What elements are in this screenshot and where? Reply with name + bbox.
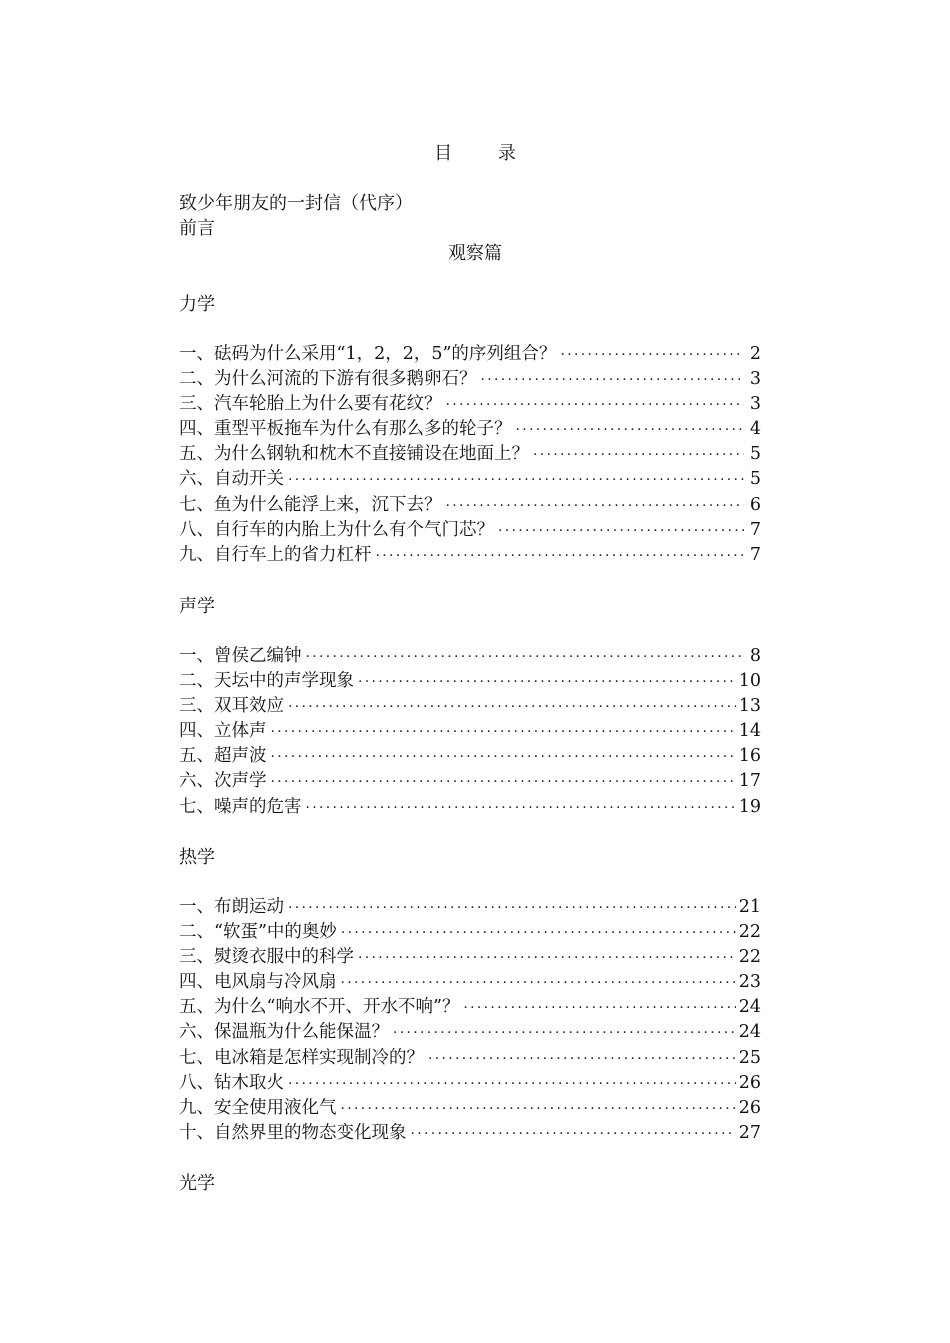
entry-number: 九、	[179, 544, 214, 565]
dot-leader	[393, 1021, 736, 1046]
entry-title: 重型平板拖车为什么有那么多的轮子？	[214, 419, 512, 440]
toc-entry[interactable]	[179, 669, 761, 694]
toc-entry[interactable]	[179, 895, 761, 920]
entry-number: 三、	[179, 947, 214, 968]
entry-page-number: 5	[749, 469, 761, 490]
entry-page-number: 3	[749, 369, 761, 390]
entry-number: 六、	[179, 1022, 214, 1043]
dot-leader	[288, 896, 736, 921]
entry-number: 六、	[179, 771, 214, 792]
entry-number: 一、	[179, 646, 214, 666]
entry-title: 为什么钢轨和枕木不直接铺设在地面上？	[214, 444, 529, 465]
entry-title: 鱼为什么能浮上来，沉下去？	[214, 494, 442, 515]
entry-title: 汽车轮胎上为什么要有花纹？	[214, 394, 442, 415]
dot-leader	[428, 1047, 736, 1072]
entry-number: 三、	[179, 394, 214, 415]
entry-page-number: 16	[738, 746, 761, 767]
dot-leader	[463, 996, 735, 1021]
entry-title: 立体声	[214, 721, 267, 742]
entry-title: 自然界里的物态变化现象	[214, 1122, 407, 1143]
toc-entry[interactable]	[179, 744, 761, 769]
toc-entry[interactable]	[179, 945, 761, 970]
entry-number: 一、	[179, 897, 214, 917]
dot-leader	[446, 393, 745, 418]
toc-entry[interactable]	[179, 442, 761, 467]
entry-page-number: 14	[738, 721, 761, 742]
entry-page-number: 3	[749, 394, 761, 415]
entry-number: 十、	[179, 1122, 214, 1143]
toc-entry[interactable]	[179, 719, 761, 744]
toc-entry[interactable]	[179, 367, 761, 392]
entry-title: 为什么河流的下游有很多鹅卵石？	[214, 369, 477, 390]
entry-title: 自行车的内胎上为什么有个气门芯？	[214, 519, 494, 540]
entry-page-number: 19	[738, 796, 761, 817]
part-title: 观察篇	[448, 243, 502, 264]
entry-page-number: 6	[749, 494, 761, 515]
toc-entry[interactable]	[179, 644, 761, 669]
toc-entry[interactable]	[179, 417, 761, 442]
dot-leader	[481, 368, 745, 393]
dot-leader	[533, 443, 744, 468]
entry-page-number: 7	[749, 519, 761, 540]
toc-entry[interactable]	[179, 342, 761, 367]
entry-page-number: 10	[738, 671, 761, 692]
toc-list-mechanics	[179, 342, 761, 568]
entry-title: 电风扇与冷风扇	[214, 972, 337, 993]
entry-page-number: 5	[749, 444, 761, 465]
entry-number: 九、	[179, 1097, 214, 1118]
dot-leader	[271, 770, 736, 795]
dot-leader	[498, 519, 744, 544]
toc-entry[interactable]	[179, 795, 761, 820]
entry-page-number: 23	[738, 972, 761, 993]
entry-title: 自动开关	[214, 469, 284, 490]
toc-entry[interactable]	[179, 1020, 761, 1045]
entry-page-number: 2	[749, 344, 761, 364]
dot-leader	[288, 1072, 736, 1097]
entry-number: 五、	[179, 444, 214, 465]
entry-title: 自行车上的省力杠杆	[214, 544, 372, 565]
dot-leader	[560, 343, 744, 368]
entry-number: 二、	[179, 922, 214, 943]
entry-number: 一、	[179, 344, 214, 364]
dot-leader	[288, 468, 744, 493]
toc-list-thermodynamics	[179, 895, 761, 1146]
entry-page-number: 13	[738, 696, 761, 717]
toc-entry[interactable]	[179, 769, 761, 794]
dot-leader	[358, 946, 736, 971]
toc-entry[interactable]	[179, 518, 761, 543]
entry-title: 噪声的危害	[214, 796, 302, 817]
entry-page-number: 21	[738, 897, 761, 917]
entry-number: 五、	[179, 746, 214, 767]
entry-title: 安全使用液化气	[214, 1097, 337, 1118]
dot-leader	[306, 645, 745, 670]
dot-leader	[516, 418, 745, 443]
dot-leader	[271, 745, 736, 770]
toc-entry[interactable]	[179, 543, 761, 568]
entry-number: 八、	[179, 519, 214, 540]
dot-leader	[306, 796, 736, 821]
entry-title: 次声学	[214, 771, 267, 792]
entry-page-number: 24	[738, 997, 761, 1018]
entry-number: 四、	[179, 419, 214, 440]
section-heading-acoustics: 声学	[179, 596, 215, 617]
entry-number: 五、	[179, 997, 214, 1018]
entry-title: 超声波	[214, 746, 267, 767]
entry-page-number: 7	[749, 544, 761, 565]
dot-leader	[446, 494, 745, 519]
section-heading-optics: 光学	[179, 1173, 215, 1194]
entry-number: 六、	[179, 469, 214, 490]
entry-page-number: 4	[749, 419, 761, 440]
toc-entry[interactable]	[179, 467, 761, 492]
section-heading-mechanics: 力学	[179, 294, 215, 315]
dot-leader	[376, 544, 745, 569]
toc-entry[interactable]	[179, 1121, 761, 1146]
entry-number: 七、	[179, 1047, 214, 1068]
toc-entry[interactable]	[179, 694, 761, 719]
toc-entry[interactable]	[179, 1046, 761, 1071]
entry-page-number: 26	[738, 1097, 761, 1118]
entry-title: 熨烫衣服中的科学	[214, 947, 354, 968]
entry-page-number: 22	[738, 922, 761, 943]
entry-title: 保温瓶为什么能保温？	[214, 1022, 389, 1043]
entry-number: 八、	[179, 1072, 214, 1093]
toc-entry[interactable]	[179, 1071, 761, 1096]
entry-page-number: 22	[738, 947, 761, 968]
entry-number: 二、	[179, 369, 214, 390]
entry-number: 三、	[179, 696, 214, 717]
entry-page-number: 24	[738, 1022, 761, 1043]
entry-title: 电冰箱是怎样实现制冷的？	[214, 1047, 424, 1068]
entry-title: 砝码为什么采用“1，2，2，5”的序列组合？	[214, 344, 557, 364]
entry-title: 天坛中的声学现象	[214, 671, 354, 692]
front-matter-preface-letter: 致少年朋友的一封信（代序）	[179, 193, 413, 214]
page-title: 目 录	[434, 143, 536, 164]
entry-title: 布朗运动	[214, 897, 284, 917]
entry-number: 二、	[179, 671, 214, 692]
dot-leader	[341, 1097, 736, 1122]
toc-entry[interactable]	[179, 1096, 761, 1121]
entry-number: 四、	[179, 721, 214, 742]
front-matter-foreword: 前言	[179, 218, 215, 239]
entry-page-number: 8	[749, 646, 761, 666]
dot-leader	[411, 1122, 736, 1147]
entry-page-number: 17	[738, 771, 761, 792]
toc-entry[interactable]	[179, 995, 761, 1020]
dot-leader	[358, 670, 736, 695]
section-heading-thermodynamics: 热学	[179, 847, 215, 868]
dot-leader	[341, 921, 736, 946]
toc-entry[interactable]	[179, 392, 761, 417]
dot-leader	[341, 971, 736, 996]
entry-page-number: 27	[738, 1122, 761, 1143]
toc-entry[interactable]	[179, 970, 761, 995]
dot-leader	[288, 695, 736, 720]
entry-title: 钻木取火	[214, 1072, 284, 1093]
entry-number: 七、	[179, 796, 214, 817]
toc-list-acoustics	[179, 644, 761, 820]
entry-title: 为什么“响水不开、开水不响”？	[214, 997, 460, 1018]
entry-title: “软蛋”中的奥妙	[214, 922, 337, 943]
entry-page-number: 25	[738, 1047, 761, 1068]
toc-entry[interactable]	[179, 920, 761, 945]
dot-leader	[271, 720, 736, 745]
entry-number: 七、	[179, 494, 214, 515]
toc-entry[interactable]	[179, 493, 761, 518]
entry-number: 四、	[179, 972, 214, 993]
entry-page-number: 26	[738, 1072, 761, 1093]
entry-title: 双耳效应	[214, 696, 284, 717]
entry-title: 曾侯乙编钟	[214, 646, 302, 666]
